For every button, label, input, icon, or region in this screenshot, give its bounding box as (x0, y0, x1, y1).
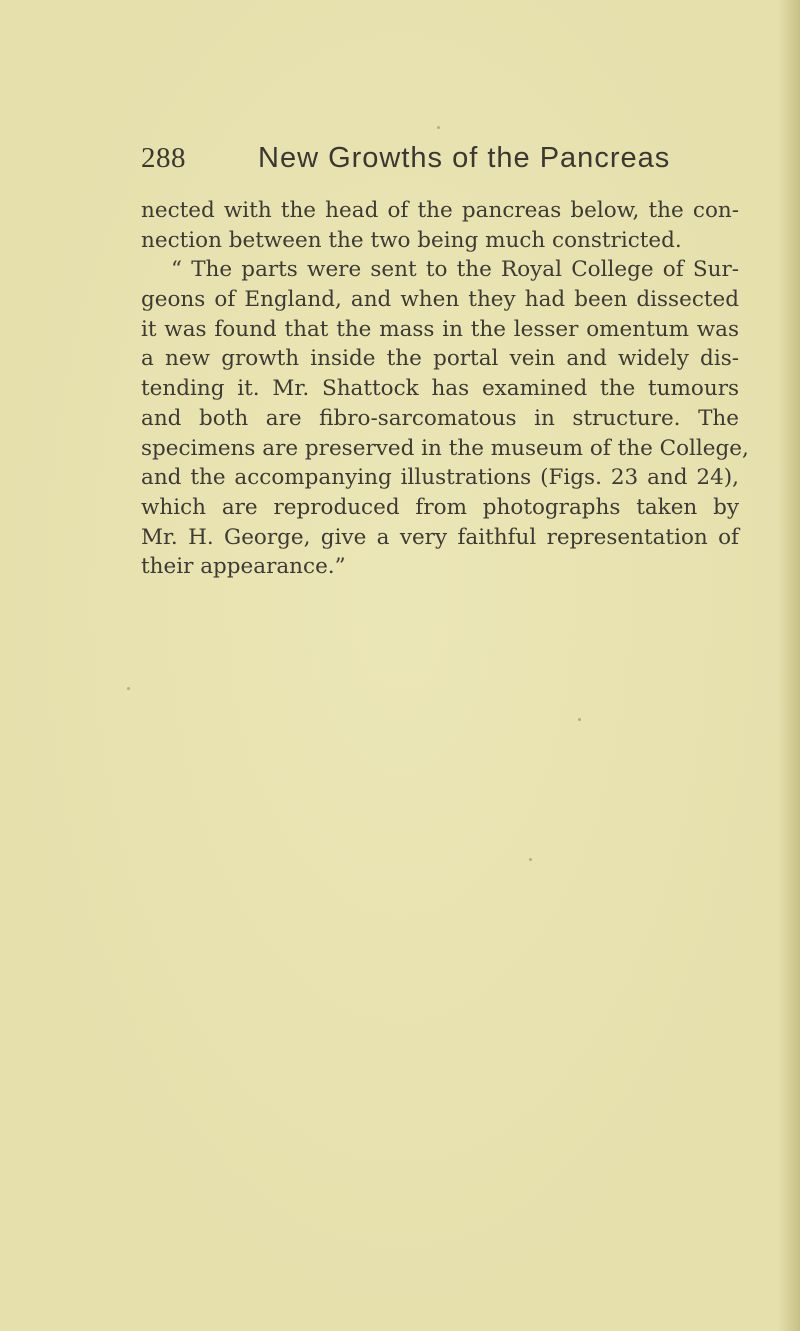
text-line: tending it. Mr. Shattock has examined the tumours (141, 376, 739, 402)
body-text (141, 196, 749, 582)
running-title: New Growths of the Pancreas (258, 142, 671, 174)
paper-speck (529, 858, 532, 861)
paper-speck (578, 718, 581, 721)
text-line: “ The parts were sent to the Royal College of Sur- (171, 257, 739, 283)
text-line: Mr. H. George, give a very faithful representation of (141, 524, 739, 550)
text-line: and both are fibro-sarcomatous in structure. The (141, 405, 739, 431)
text-line: geons of England, and when they had been dissected (141, 287, 739, 313)
text-line: specimens are preserved in the museum of the College, (141, 435, 749, 461)
page-edge-shadow (778, 0, 800, 1331)
running-head (141, 142, 671, 182)
text-line: which are reproduced from photographs taken by (141, 494, 739, 520)
text-line: nected with the head of the pancreas below, the con- (141, 198, 739, 223)
text-line: nection between the two being much constricted. (141, 227, 682, 253)
paper-speck (437, 126, 440, 129)
text-line: a new growth inside the portal vein and widely dis- (141, 346, 739, 372)
text-line: it was found that the mass in the lesser omentum was (141, 316, 739, 342)
text-line: their appearance.” (141, 554, 346, 580)
text-line: and the accompanying illustrations (Figs. 23 and 24), (141, 465, 739, 491)
paper-speck (127, 687, 130, 690)
page-number: 288 (141, 142, 186, 174)
